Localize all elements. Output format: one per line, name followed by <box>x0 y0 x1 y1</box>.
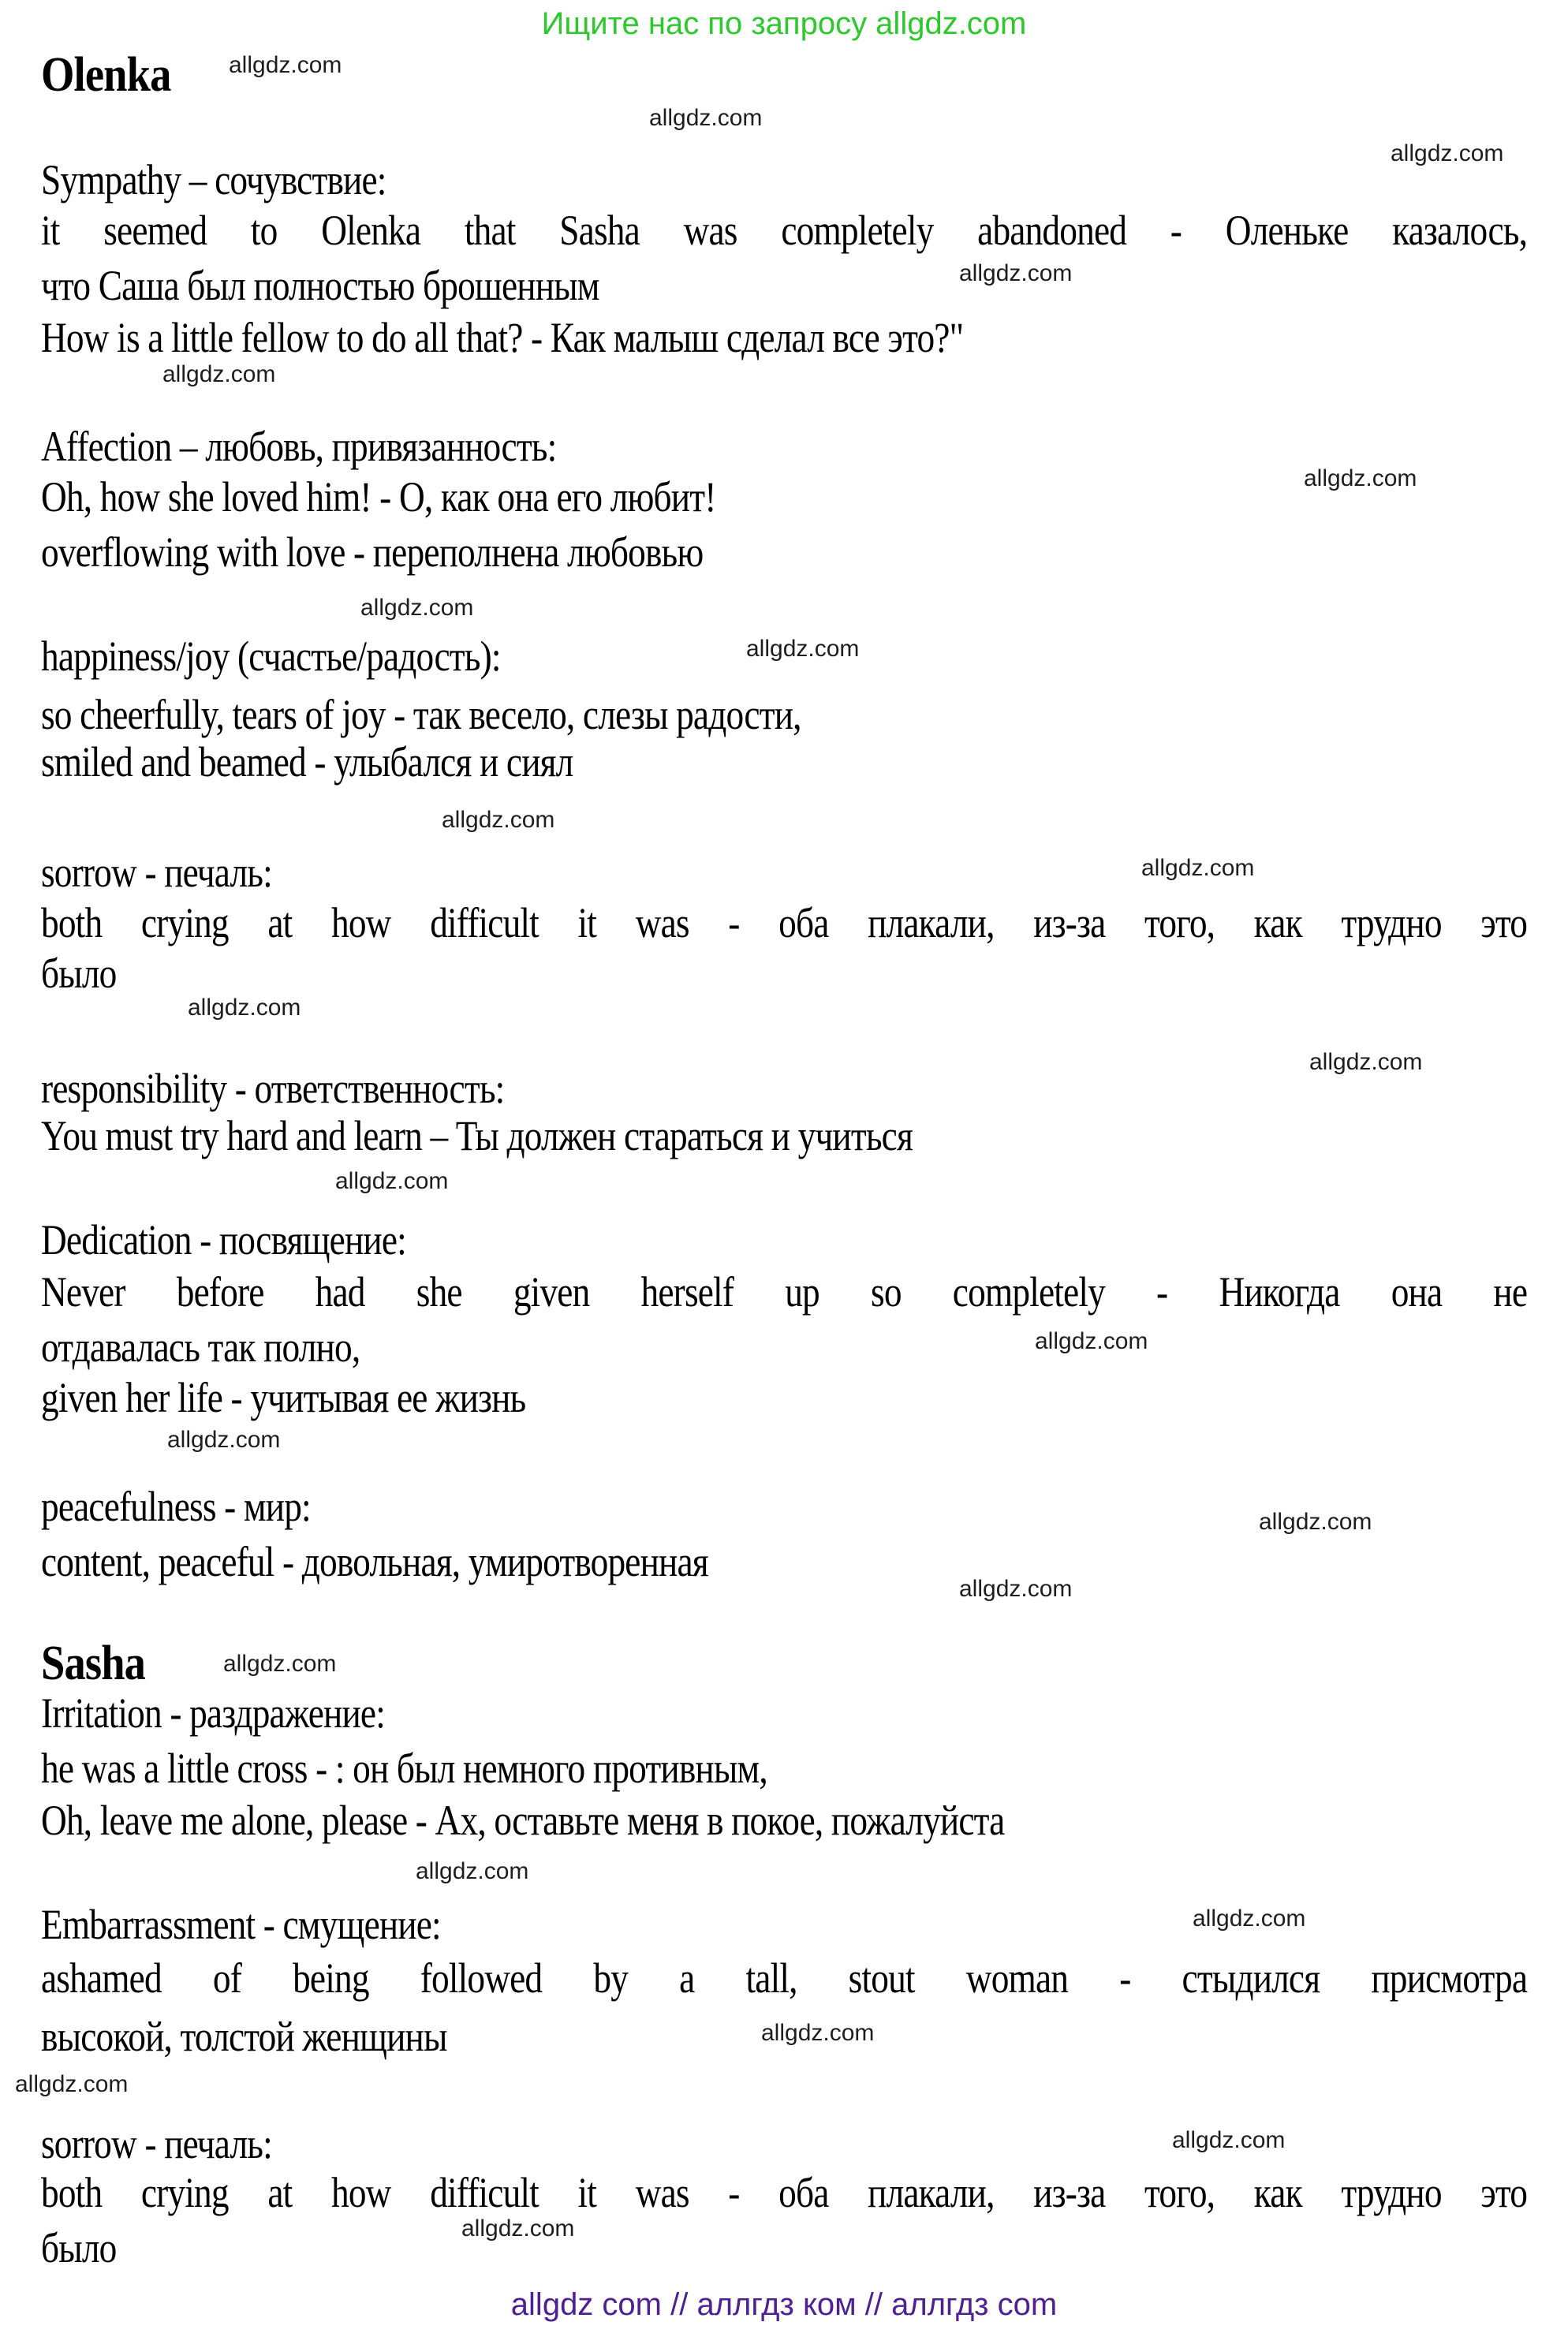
irritation-title: Irritation - раздражение: <box>41 1689 385 1737</box>
happiness-line-1: so cheerfully, tears of joy - так весело, слезы радости, <box>41 691 801 738</box>
affection-line-2: overflowing with love - переполнена любовью <box>41 528 704 576</box>
sasha-heading: Sasha <box>41 1637 146 1690</box>
affection-title: Affection – любовь, привязанность: <box>41 423 557 470</box>
watermark: allgdz.com <box>1141 855 1255 881</box>
watermark: allgdz.com <box>15 2071 129 2097</box>
watermark: allgdz.com <box>188 995 301 1021</box>
peacefulness-line-1: content, peaceful - довольная, умиротворенная <box>41 1538 708 1585</box>
peacefulness-title: peacefulness - мир: <box>41 1483 311 1530</box>
watermark: allgdz.com <box>1035 1328 1148 1354</box>
watermark: allgdz.com <box>1309 1049 1423 1075</box>
watermark: allgdz.com <box>223 1651 337 1677</box>
happiness-title: happiness/joy (счастье/радость): <box>41 633 501 680</box>
watermark: allgdz.com <box>167 1427 281 1453</box>
watermark: allgdz.com <box>1172 2127 1286 2153</box>
sorrow-line-2: было <box>41 950 117 997</box>
embarrassment-title: Embarrassment - смущение: <box>41 1901 441 1948</box>
watermark: allgdz.com <box>649 105 763 131</box>
watermark: allgdz.com <box>461 2215 575 2242</box>
watermark: allgdz.com <box>1391 140 1504 166</box>
watermark: allgdz.com <box>1304 465 1417 491</box>
watermark: allgdz.com <box>360 595 474 621</box>
happiness-line-2: smiled and beamed - улыбался и сиял <box>41 738 573 786</box>
watermark: allgdz.com <box>761 2020 875 2046</box>
watermark: allgdz.com <box>959 260 1073 286</box>
sorrow-title: sorrow - печаль: <box>41 849 272 896</box>
olenka-heading: Olenka <box>41 48 171 102</box>
sympathy-title: Sympathy – сочувствие: <box>41 156 386 203</box>
sympathy-line-2: что Саша был полностью брошенным <box>41 262 599 309</box>
irritation-line-1: he was a little cross - : он был немного противным, <box>41 1745 767 1792</box>
watermark: allgdz.com <box>416 1858 529 1884</box>
affection-line-1: Oh, how she loved him! - О, как она его любит! <box>41 473 716 521</box>
watermark: allgdz.com <box>335 1168 449 1194</box>
watermark: allgdz.com <box>959 1576 1073 1602</box>
promo-banner: Ищите нас по запросу allgdz.com <box>541 6 1027 41</box>
embarrassment-line-1: ashamed of being followed by a tall, stout woman - стыдился присмотра <box>41 1954 1528 2002</box>
dedication-line-3: given her life - учитывая ее жизнь <box>41 1374 526 1421</box>
irritation-line-2: Oh, leave me alone, please - Ах, оставьте меня в покое, пожалуйста <box>41 1797 1005 1844</box>
dedication-line-2: отдавалась так полно, <box>41 1323 360 1371</box>
sympathy-line-3: How is a little fellow to do all that? - Как малыш сделал все это?" <box>41 314 964 361</box>
watermark: allgdz.com <box>1193 1906 1306 1932</box>
watermark: allgdz.com <box>746 636 860 662</box>
sasha-sorrow-line-2: было <box>41 2224 117 2271</box>
sorrow-line-1: both crying at how difficult it was - оба плакали, из-за того, как трудно это <box>41 899 1528 946</box>
watermark: allgdz.com <box>162 361 276 387</box>
dedication-line-1: Never before had she given herself up so completely - Никогда она не <box>41 1268 1528 1316</box>
sympathy-line-1: it seemed to Olenka that Sasha was completely abandoned - Оленьке казалось, <box>41 207 1528 254</box>
watermark: allgdz.com <box>442 807 555 833</box>
responsibility-line-1: You must try hard and learn – Ты должен стараться и учиться <box>41 1112 913 1159</box>
sasha-sorrow-title: sorrow - печаль: <box>41 2120 272 2167</box>
embarrassment-line-2: высокой, толстой женщины <box>41 2013 447 2060</box>
watermark: allgdz.com <box>229 52 342 78</box>
footer-note: allgdz com // аллгдз ком // аллгдз com <box>510 2287 1058 2322</box>
responsibility-title: responsibility - ответственность: <box>41 1065 505 1112</box>
sasha-sorrow-line-1: both crying at how difficult it was - оба плакали, из-за того, как трудно это <box>41 2169 1528 2216</box>
dedication-title: Dedication - посвящение: <box>41 1216 406 1264</box>
watermark: allgdz.com <box>1259 1509 1372 1535</box>
